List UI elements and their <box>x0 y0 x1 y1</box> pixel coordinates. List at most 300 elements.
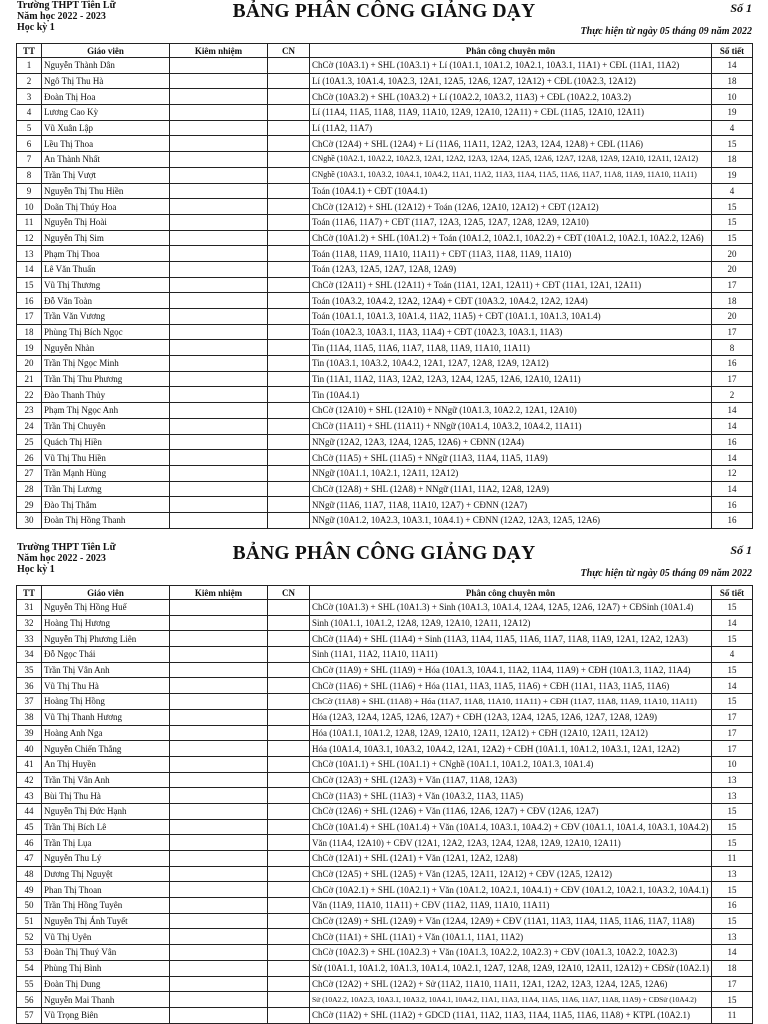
cell-duty <box>170 835 268 851</box>
table-row <box>17 120 753 136</box>
header-tt: TT <box>17 44 42 58</box>
cell-periods: 15 <box>712 214 753 230</box>
cell-tt: 52 <box>17 929 42 945</box>
table-row <box>17 851 753 867</box>
cell-homeroom <box>268 898 310 914</box>
cell-teacher: Phan Thị Thoan <box>42 882 170 898</box>
cell-periods: 10 <box>712 89 753 105</box>
cell-teacher: Đỗ Ngọc Thái <box>42 647 170 663</box>
cell-homeroom <box>268 929 310 945</box>
cell-tt: 39 <box>17 725 42 741</box>
cell-tt: 42 <box>17 772 42 788</box>
cell-duty <box>170 631 268 647</box>
cell-assignment: CNghề (10A3.1, 10A3.2, 10A4.1, 10A4.2, 11A1, 11A2, 11A3, 11A4, 11A5, 11A6, 11A7, 11A8, 11A9, 11A10, 11A11) <box>310 167 712 183</box>
cell-periods: 18 <box>712 73 753 89</box>
cell-assignment: ChCờ (10A2.3) + SHL (10A2.3) + Văn (10A1.3, 10A2.2, 10A2.3) + CĐV (10A1.3, 10A2.2, 10A2.3) <box>310 945 712 961</box>
school-name: Trường THPT Tiên Lữ <box>17 0 116 11</box>
cell-periods: 8 <box>712 340 753 356</box>
cell-tt: 43 <box>17 788 42 804</box>
cell-tt: 4 <box>17 105 42 121</box>
sheet-number: Số 1 <box>730 543 752 557</box>
cell-homeroom <box>268 976 310 992</box>
cell-homeroom <box>268 277 310 293</box>
cell-tt: 16 <box>17 293 42 309</box>
cell-periods: 11 <box>712 1007 753 1023</box>
cell-homeroom <box>268 882 310 898</box>
cell-teacher: Đỗ Văn Toàn <box>42 293 170 309</box>
cell-teacher: Nguyễn Thành Dân <box>42 58 170 74</box>
table-row <box>17 340 753 356</box>
cell-duty <box>170 403 268 419</box>
cell-homeroom <box>268 497 310 513</box>
cell-teacher: Vũ Thị Thương <box>42 277 170 293</box>
cell-tt: 41 <box>17 756 42 772</box>
cell-duty <box>170 120 268 136</box>
header-teacher: Giáo viên <box>42 586 170 600</box>
table-row <box>17 803 753 819</box>
cell-duty <box>170 600 268 616</box>
cell-homeroom <box>268 58 310 74</box>
cell-tt: 34 <box>17 647 42 663</box>
sheet-1 <box>16 0 752 529</box>
semester: Học kỳ 1 <box>17 22 55 33</box>
cell-duty <box>170 261 268 277</box>
cell-homeroom <box>268 678 310 694</box>
table-row <box>17 261 753 277</box>
cell-homeroom <box>268 694 310 710</box>
cell-duty <box>170 450 268 466</box>
cell-tt: 22 <box>17 387 42 403</box>
cell-periods: 4 <box>712 647 753 663</box>
cell-duty <box>170 913 268 929</box>
cell-periods: 20 <box>712 261 753 277</box>
cell-assignment: Văn (11A4, 12A10) + CĐV (12A1, 12A2, 12A3, 12A4, 12A8, 12A9, 12A10, 12A11) <box>310 835 712 851</box>
cell-teacher: Trần Văn Vương <box>42 309 170 325</box>
cell-teacher: An Thành Nhất <box>42 152 170 168</box>
cell-assignment: Sinh (10A1.1, 10A1.2, 12A8, 12A9, 12A10, 12A11, 12A12) <box>310 615 712 631</box>
semester: Học kỳ 1 <box>17 564 55 575</box>
cell-homeroom <box>268 913 310 929</box>
table-row <box>17 631 753 647</box>
cell-periods: 15 <box>712 230 753 246</box>
cell-duty <box>170 136 268 152</box>
cell-duty <box>170 324 268 340</box>
cell-periods: 15 <box>712 819 753 835</box>
cell-assignment: Tin (10A3.1, 10A3.2, 10A4.2, 12A1, 12A7, 12A8, 12A9, 12A12) <box>310 356 712 372</box>
cell-duty <box>170 866 268 882</box>
cell-tt: 25 <box>17 434 42 450</box>
table-row <box>17 418 753 434</box>
cell-tt: 48 <box>17 866 42 882</box>
cell-homeroom <box>268 356 310 372</box>
cell-assignment: Hóa (12A3, 12A4, 12A5, 12A6, 12A7) + CĐH (12A3, 12A4, 12A5, 12A6, 12A7, 12A8, 12A9) <box>310 709 712 725</box>
cell-duty <box>170 772 268 788</box>
cell-tt: 44 <box>17 803 42 819</box>
cell-homeroom <box>268 772 310 788</box>
cell-assignment: ChCờ (12A8) + SHL (12A8) + NNgữ (11A1, 11A2, 12A8, 12A9) <box>310 481 712 497</box>
table-row <box>17 309 753 325</box>
cell-tt: 31 <box>17 600 42 616</box>
table-row <box>17 788 753 804</box>
cell-periods: 15 <box>712 835 753 851</box>
cell-tt: 51 <box>17 913 42 929</box>
cell-teacher: Đoàn Thị Dung <box>42 976 170 992</box>
table-row <box>17 835 753 851</box>
table-row <box>17 913 753 929</box>
cell-teacher: Trần Thị Vân Anh <box>42 772 170 788</box>
cell-tt: 47 <box>17 851 42 867</box>
table-row <box>17 434 753 450</box>
cell-tt: 38 <box>17 709 42 725</box>
assignment-table <box>16 585 753 1024</box>
cell-teacher: Đào Thị Thắm <box>42 497 170 513</box>
table-row <box>17 600 753 616</box>
cell-periods: 16 <box>712 356 753 372</box>
cell-assignment: ChCờ (12A5) + SHL (12A5) + Văn (12A5, 12A11, 12A12) + CĐV (12A5, 12A12) <box>310 866 712 882</box>
cell-tt: 20 <box>17 356 42 372</box>
cell-periods: 13 <box>712 788 753 804</box>
cell-duty <box>170 89 268 105</box>
cell-homeroom <box>268 756 310 772</box>
cell-assignment: ChCờ (10A1.1) + SHL (10A1.1) + CNghề (10A1.1, 10A1.2, 10A1.3, 10A1.4) <box>310 756 712 772</box>
cell-assignment: Sinh (11A1, 11A2, 11A10, 11A11) <box>310 647 712 663</box>
cell-duty <box>170 803 268 819</box>
cell-teacher: Nguyễn Thị Sim <box>42 230 170 246</box>
cell-duty <box>170 309 268 325</box>
cell-assignment: NNgữ (10A1.2, 10A2.3, 10A3.1, 10A4.1) + CĐNN (12A2, 12A3, 12A5, 12A6) <box>310 512 712 528</box>
cell-teacher: Vũ Thị Thu Hà <box>42 678 170 694</box>
cell-periods: 14 <box>712 945 753 961</box>
cell-tt: 2 <box>17 73 42 89</box>
cell-periods: 15 <box>712 136 753 152</box>
cell-homeroom <box>268 167 310 183</box>
cell-homeroom <box>268 199 310 215</box>
table-row <box>17 929 753 945</box>
table-row <box>17 136 753 152</box>
cell-periods: 16 <box>712 512 753 528</box>
cell-assignment: ChCờ (12A2) + SHL (12A2) + Sử (11A2, 11A10, 11A11, 12A1, 12A2, 12A3, 12A4, 12A5, 12A6) <box>310 976 712 992</box>
cell-tt: 7 <box>17 152 42 168</box>
cell-homeroom <box>268 183 310 199</box>
cell-assignment: ChCờ (12A3) + SHL (12A3) + Văn (11A7, 11A8, 12A3) <box>310 772 712 788</box>
cell-tt: 57 <box>17 1007 42 1023</box>
cell-tt: 10 <box>17 199 42 215</box>
cell-periods: 14 <box>712 58 753 74</box>
cell-teacher: Đào Thanh Thủy <box>42 387 170 403</box>
cell-tt: 15 <box>17 277 42 293</box>
cell-teacher: Hoàng Thị Hồng <box>42 694 170 710</box>
table-row <box>17 647 753 663</box>
cell-periods: 17 <box>712 725 753 741</box>
cell-teacher: Ngô Thị Thu Hà <box>42 73 170 89</box>
cell-teacher: Nguyễn Thị Hồng Huế <box>42 600 170 616</box>
table-row <box>17 709 753 725</box>
cell-teacher: Phạm Thị Ngọc Anh <box>42 403 170 419</box>
cell-tt: 55 <box>17 976 42 992</box>
header-duty: Kiêm nhiệm <box>170 44 268 58</box>
cell-periods: 14 <box>712 615 753 631</box>
cell-tt: 26 <box>17 450 42 466</box>
cell-homeroom <box>268 73 310 89</box>
cell-periods: 18 <box>712 293 753 309</box>
cell-assignment: ChCờ (10A1.3) + SHL (10A1.3) + Sinh (10A1.3, 10A1.4, 12A4, 12A5, 12A6, 12A7) + CĐSinh (10A1.4) <box>310 600 712 616</box>
cell-teacher: Đoàn Thị Thuý Vân <box>42 945 170 961</box>
cell-periods: 19 <box>712 167 753 183</box>
cell-duty <box>170 152 268 168</box>
cell-tt: 3 <box>17 89 42 105</box>
cell-tt: 35 <box>17 662 42 678</box>
cell-teacher: Vũ Trọng Biên <box>42 1007 170 1023</box>
header-teacher: Giáo viên <box>42 44 170 58</box>
cell-teacher: Trần Thị Ngọc Minh <box>42 356 170 372</box>
cell-assignment: CNghề (10A2.1, 10A2.2, 10A2.3, 12A1, 12A2, 12A3, 12A4, 12A5, 12A6, 12A7, 12A8, 12A9, 12A10, 12A11, 12A12) <box>310 152 712 168</box>
cell-assignment: ChCờ (12A4) + SHL (12A4) + Lí (11A6, 11A11, 12A2, 12A3, 12A4, 12A8) + CĐL (11A6) <box>310 136 712 152</box>
cell-periods: 13 <box>712 866 753 882</box>
table-body <box>17 600 753 1024</box>
cell-teacher: Vũ Thị Uyên <box>42 929 170 945</box>
sheet-header <box>16 542 752 585</box>
cell-periods: 17 <box>712 371 753 387</box>
table-row <box>17 497 753 513</box>
cell-duty <box>170 387 268 403</box>
table-row <box>17 481 753 497</box>
cell-tt: 12 <box>17 230 42 246</box>
cell-homeroom <box>268 835 310 851</box>
table-row <box>17 89 753 105</box>
cell-homeroom <box>268 741 310 757</box>
table-header-row <box>17 44 753 58</box>
cell-teacher: Nguyễn Nhàn <box>42 340 170 356</box>
cell-periods: 19 <box>712 105 753 121</box>
cell-assignment: ChCờ (10A3.1) + SHL (10A3.1) + Lí (10A1.1, 10A1.2, 10A2.1, 10A3.1, 11A1) + CĐL (11A1, 11A2) <box>310 58 712 74</box>
cell-duty <box>170 929 268 945</box>
cell-teacher: Phùng Thị Bình <box>42 960 170 976</box>
cell-periods: 10 <box>712 756 753 772</box>
cell-tt: 27 <box>17 465 42 481</box>
table-row <box>17 277 753 293</box>
cell-homeroom <box>268 945 310 961</box>
cell-tt: 23 <box>17 403 42 419</box>
table-header-row <box>17 586 753 600</box>
cell-assignment: Lí (10A1.3, 10A1.4, 10A2.3, 12A1, 12A5, 12A6, 12A7, 12A12) + CĐL (10A2.3, 12A12) <box>310 73 712 89</box>
cell-duty <box>170 976 268 992</box>
table-row <box>17 960 753 976</box>
cell-duty <box>170 960 268 976</box>
cell-duty <box>170 105 268 121</box>
cell-duty <box>170 340 268 356</box>
table-row <box>17 214 753 230</box>
table-row <box>17 246 753 262</box>
cell-periods: 16 <box>712 497 753 513</box>
cell-teacher: Nguyễn Thị Thu Hiền <box>42 183 170 199</box>
cell-homeroom <box>268 230 310 246</box>
cell-tt: 32 <box>17 615 42 631</box>
cell-assignment: Lí (11A2, 11A7) <box>310 120 712 136</box>
cell-homeroom <box>268 214 310 230</box>
table-row <box>17 183 753 199</box>
table-row <box>17 678 753 694</box>
cell-teacher: Hoàng Anh Nga <box>42 725 170 741</box>
cell-periods: 15 <box>712 992 753 1008</box>
table-row <box>17 450 753 466</box>
cell-periods: 17 <box>712 976 753 992</box>
cell-periods: 15 <box>712 662 753 678</box>
cell-periods: 16 <box>712 434 753 450</box>
table-row <box>17 819 753 835</box>
cell-duty <box>170 434 268 450</box>
cell-duty <box>170 647 268 663</box>
table-row <box>17 976 753 992</box>
cell-periods: 15 <box>712 913 753 929</box>
cell-assignment: ChCờ (10A1.2) + SHL (10A1.2) + Toán (10A1.2, 10A2.1, 10A2.2) + CĐT (10A1.2, 10A2.1, 10A2.2, 12A6) <box>310 230 712 246</box>
cell-teacher: Vũ Thị Thanh Hương <box>42 709 170 725</box>
cell-tt: 45 <box>17 819 42 835</box>
table-row <box>17 465 753 481</box>
table-row <box>17 152 753 168</box>
cell-homeroom <box>268 434 310 450</box>
cell-homeroom <box>268 992 310 1008</box>
cell-assignment: ChCờ (10A3.2) + SHL (10A3.2) + Lí (10A2.2, 10A3.2, 11A3) + CĐL (10A2.2, 10A3.2) <box>310 89 712 105</box>
cell-periods: 14 <box>712 481 753 497</box>
cell-tt: 13 <box>17 246 42 262</box>
cell-duty <box>170 851 268 867</box>
cell-duty <box>170 709 268 725</box>
cell-tt: 56 <box>17 992 42 1008</box>
cell-homeroom <box>268 788 310 804</box>
cell-assignment: ChCờ (11A2) + SHL (11A2) + GDCD (11A1, 11A2, 11A3, 11A4, 11A5, 11A6, 11A8) + KTPL (10A2.1) <box>310 1007 712 1023</box>
cell-tt: 28 <box>17 481 42 497</box>
table-row <box>17 866 753 882</box>
cell-periods: 17 <box>712 709 753 725</box>
cell-assignment: ChCờ (11A3) + SHL (11A3) + Văn (10A3.2, 11A3, 11A5) <box>310 788 712 804</box>
cell-periods: 17 <box>712 741 753 757</box>
cell-homeroom <box>268 866 310 882</box>
cell-tt: 49 <box>17 882 42 898</box>
cell-teacher: Lê Văn Thuấn <box>42 261 170 277</box>
cell-teacher: Vũ Thị Thu Hiền <box>42 450 170 466</box>
cell-periods: 18 <box>712 960 753 976</box>
cell-assignment: Hóa (10A1.1, 10A1.2, 12A8, 12A9, 12A10, 12A11, 12A12) + CĐH (12A10, 12A11, 12A12) <box>310 725 712 741</box>
cell-duty <box>170 898 268 914</box>
cell-assignment: Văn (11A9, 11A10, 11A11) + CĐV (11A2, 11A9, 11A10, 11A11) <box>310 898 712 914</box>
cell-tt: 9 <box>17 183 42 199</box>
cell-tt: 21 <box>17 371 42 387</box>
header-assignment: Phân công chuyên môn <box>310 586 712 600</box>
cell-homeroom <box>268 803 310 819</box>
cell-assignment: Toán (11A6, 11A7) + CĐT (11A7, 12A3, 12A5, 12A7, 12A8, 12A9, 12A10) <box>310 214 712 230</box>
table-body <box>17 58 753 529</box>
cell-tt: 24 <box>17 418 42 434</box>
cell-homeroom <box>268 465 310 481</box>
cell-duty <box>170 277 268 293</box>
cell-teacher: Dương Thị Nguyệt <box>42 866 170 882</box>
cell-assignment: Sử (10A1.1, 10A1.2, 10A1.3, 10A1.4, 10A2.1, 12A7, 12A8, 12A9, 12A10, 12A11, 12A12) + CĐSử (10A2.1) <box>310 960 712 976</box>
cell-duty <box>170 788 268 804</box>
cell-duty <box>170 167 268 183</box>
cell-periods: 13 <box>712 772 753 788</box>
cell-duty <box>170 73 268 89</box>
table-row <box>17 882 753 898</box>
cell-periods: 12 <box>712 465 753 481</box>
cell-teacher: Doãn Thị Thúy Hoa <box>42 199 170 215</box>
cell-teacher: Lều Thị Thoa <box>42 136 170 152</box>
header-periods: Số tiết <box>712 44 753 58</box>
cell-homeroom <box>268 371 310 387</box>
header-duty: Kiêm nhiệm <box>170 586 268 600</box>
cell-assignment: ChCờ (11A9) + SHL (11A9) + Hóa (10A1.3, 10A4.1, 11A2, 11A4, 11A9) + CĐH (10A1.3, 11A2, 11A4) <box>310 662 712 678</box>
school-year: Năm học 2022 - 2023 <box>17 553 106 564</box>
cell-homeroom <box>268 403 310 419</box>
cell-teacher: Hoàng Thị Hương <box>42 615 170 631</box>
cell-teacher: Vũ Xuân Lập <box>42 120 170 136</box>
cell-duty <box>170 741 268 757</box>
cell-periods: 14 <box>712 403 753 419</box>
cell-assignment: ChCờ (11A5) + SHL (11A5) + NNgữ (11A3, 11A4, 11A5, 11A9) <box>310 450 712 466</box>
cell-assignment: Toán (10A2.3, 10A3.1, 11A3, 11A4) + CĐT (10A2.3, 10A3.1, 11A3) <box>310 324 712 340</box>
table-row <box>17 105 753 121</box>
cell-tt: 37 <box>17 694 42 710</box>
header-homeroom: CN <box>268 586 310 600</box>
cell-assignment: ChCờ (12A11) + SHL (12A11) + Toán (11A1, 12A1, 12A11) + CĐT (11A1, 12A1, 12A11) <box>310 277 712 293</box>
cell-assignment: Tin (11A1, 11A2, 11A3, 12A2, 12A3, 12A4, 12A5, 12A6, 12A10, 12A11) <box>310 371 712 387</box>
cell-teacher: Nguyễn Mai Thanh <box>42 992 170 1008</box>
cell-teacher: Trần Thị Vượt <box>42 167 170 183</box>
table-row <box>17 199 753 215</box>
cell-assignment: NNgữ (10A1.1, 10A2.1, 12A11, 12A12) <box>310 465 712 481</box>
cell-homeroom <box>268 647 310 663</box>
cell-teacher: An Thị Huyền <box>42 756 170 772</box>
table-row <box>17 992 753 1008</box>
cell-tt: 53 <box>17 945 42 961</box>
page-title: BẢNG PHÂN CÔNG GIẢNG DẠY <box>232 1 536 22</box>
header-homeroom: CN <box>268 44 310 58</box>
cell-assignment: NNgữ (11A6, 11A7, 11A8, 11A10, 12A7) + CĐNN (12A7) <box>310 497 712 513</box>
cell-teacher: Phùng Thị Bích Ngọc <box>42 324 170 340</box>
school-year: Năm học 2022 - 2023 <box>17 11 106 22</box>
cell-teacher: Đoàn Thị Hồng Thanh <box>42 512 170 528</box>
cell-duty <box>170 882 268 898</box>
cell-assignment: Toán (10A1.1, 10A1.3, 10A1.4, 11A2, 11A5) + CĐT (10A1.1, 10A1.3, 10A1.4) <box>310 309 712 325</box>
cell-teacher: Nguyễn Thị Ánh Tuyết <box>42 913 170 929</box>
cell-assignment: Lí (11A4, 11A5, 11A8, 11A9, 11A10, 12A9, 12A10, 12A11) + CĐL (11A5, 12A10, 12A11) <box>310 105 712 121</box>
table-row <box>17 662 753 678</box>
cell-duty <box>170 615 268 631</box>
cell-homeroom <box>268 851 310 867</box>
cell-tt: 46 <box>17 835 42 851</box>
cell-teacher: Trần Thị Bích Lê <box>42 819 170 835</box>
cell-homeroom <box>268 261 310 277</box>
cell-homeroom <box>268 960 310 976</box>
cell-homeroom <box>268 600 310 616</box>
cell-homeroom <box>268 1007 310 1023</box>
cell-duty <box>170 230 268 246</box>
cell-duty <box>170 418 268 434</box>
cell-homeroom <box>268 120 310 136</box>
cell-teacher: Nguyễn Thị Phương Liên <box>42 631 170 647</box>
cell-assignment: Toán (10A3.2, 10A4.2, 12A2, 12A4) + CĐT (10A3.2, 10A4.2, 12A2, 12A4) <box>310 293 712 309</box>
cell-homeroom <box>268 387 310 403</box>
cell-teacher: Trần Thị Chuyên <box>42 418 170 434</box>
cell-teacher: Trần Thị Vân Anh <box>42 662 170 678</box>
cell-duty <box>170 199 268 215</box>
cell-assignment: ChCờ (12A12) + SHL (12A12) + Toán (12A6, 12A10, 12A12) + CĐT (12A12) <box>310 199 712 215</box>
header-assignment: Phân công chuyên môn <box>310 44 712 58</box>
table-row <box>17 725 753 741</box>
cell-tt: 14 <box>17 261 42 277</box>
cell-periods: 17 <box>712 324 753 340</box>
cell-duty <box>170 819 268 835</box>
cell-homeroom <box>268 136 310 152</box>
